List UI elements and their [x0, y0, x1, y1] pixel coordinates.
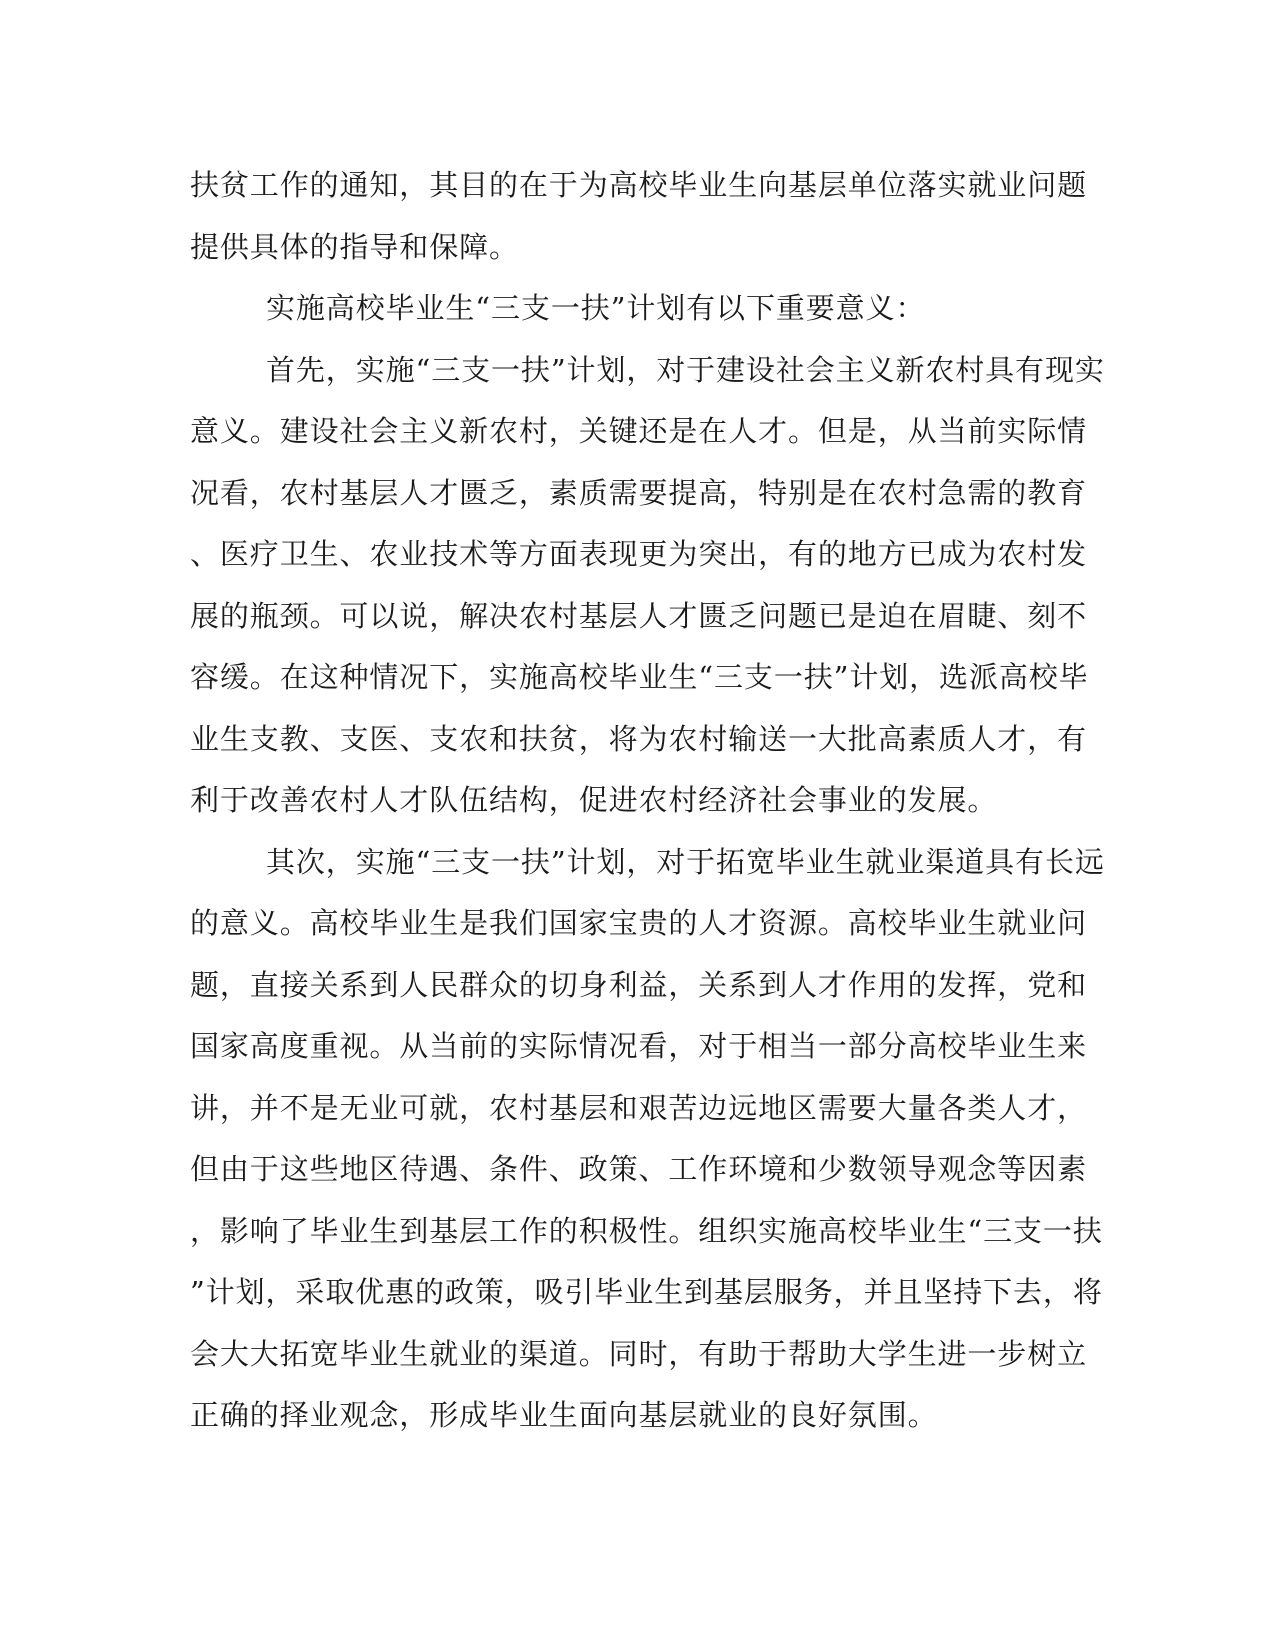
text-line: 讲，并不是无业可就，农村基层和艰苦边远地区需要大量各类人才， — [190, 1090, 1088, 1125]
text-line: 但由于这些地区待遇、条件、政策、工作环境和少数领导观念等因素 — [190, 1152, 1088, 1186]
text-line: 展的瓶颈。可以说，解决农村基层人才匮乏问题已是迫在眉睫、刻不 — [190, 598, 1088, 633]
text-line: 意义。建设社会主义新农村，关键还是在人才。但是，从当前实际情 — [190, 414, 1088, 448]
text-line: 的意义。高校毕业生是我们国家宝贵的人才资源。高校毕业生就业问 — [190, 906, 1088, 940]
text-line: 容缓。在这种情况下，实施高校毕业生“三支一扶”计划，选派高校毕 — [190, 660, 1089, 694]
text-line: ”计划，采取优惠的政策，吸引毕业生到基层服务，并且坚持下去，将 — [190, 1275, 1103, 1309]
document-body — [190, 155, 1105, 1447]
text-line: 题，直接关系到人民群众的切身利益，关系到人才作用的发挥，党和 — [190, 967, 1088, 1002]
text-line: 业生支教、支医、支农和扶贫，将为农村输送一大批高素质人才，有 — [190, 721, 1088, 756]
text-line: 正确的择业观念，形成毕业生面向基层就业的良好氛围。 — [190, 1398, 938, 1432]
text-line: 国家高度重视。从当前的实际情况看，对于相当一部分高校毕业生来 — [190, 1029, 1088, 1063]
text-line: 、医疗卫生、农业技术等方面表现更为突出，有的地方已成为农村发 — [190, 537, 1088, 571]
text-line: 况看，农村基层人才匮乏，素质需要提高，特别是在农村急需的教育 — [190, 475, 1088, 510]
text-line: 利于改善农村人才队伍结构，促进农村经济社会事业的发展。 — [190, 783, 998, 817]
text-line: 会大大拓宽毕业生就业的渠道。同时，有助于帮助大学生进一步树立 — [190, 1336, 1088, 1371]
paragraph-first-line: 实施高校毕业生“三支一扶”计划有以下重要意义： — [266, 291, 926, 325]
text-line: 扶贫工作的通知，其目的在于为高校毕业生向基层单位落实就业问题 — [190, 168, 1088, 202]
text-line: ，影响了毕业生到基层工作的积极性。组织实施高校毕业生“三支一扶 — [190, 1213, 1103, 1248]
paragraph-first-line: 首先，实施“三支一扶”计划，对于建设社会主义新农村具有现实 — [266, 352, 1105, 387]
paragraph-first-line: 其次，实施“三支一扶”计划，对于拓宽毕业生就业渠道具有长远 — [266, 844, 1105, 879]
text-line: 提供具体的指导和保障。 — [190, 229, 519, 264]
